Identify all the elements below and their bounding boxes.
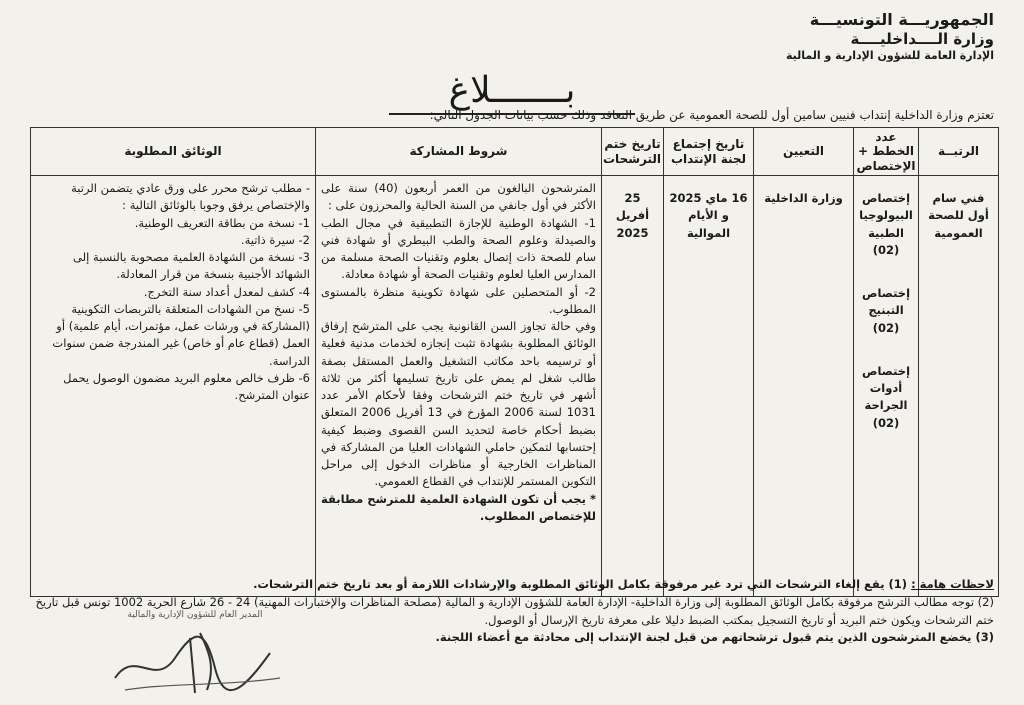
- signature-icon: [95, 608, 295, 698]
- header-meet: تاريخ إجتماع لجنة الإنتداب: [664, 128, 754, 176]
- table-header-row: [31, 128, 999, 176]
- document-item: 2- سيرة ذاتية.: [240, 232, 310, 247]
- specialty-item: إختصاص البيولوجيا الطبية (02): [859, 191, 913, 257]
- document-item: 1- نسخة من بطاقة التعريف الوطنية.: [134, 215, 310, 230]
- document-item: 3- نسخة من الشهادة العلمية مصحوبة بالنسبة إلى الشهائد الأجنبية بنسخة من قرار المعادلة.: [73, 250, 310, 282]
- cell-rank: فني سام أول للصحة العمومية: [919, 176, 999, 597]
- condition-paragraph: 1- الشهادة الوطنية للإجازة التطبيقية في مجال الطب والصيدلة وعلوم الصحة والطب البيطري أو شهادة فني سام للصحة ذات إتصال بعلوم وتقنيات الصحة مسلمة من المدارس العليا لعلوم وتقنيات الصحة أو شهادة معادلة.: [321, 215, 596, 282]
- directorate-name: الإدارة العامة للشؤون الإدارية و المالية: [785, 48, 994, 62]
- cell-close-date: 25 أفريل 2025: [602, 176, 664, 597]
- signature-stamp: [95, 608, 295, 698]
- stamp-text: المدير العام للشؤون الإدارية والمالية: [127, 610, 263, 620]
- cell-conditions: [316, 176, 602, 597]
- header-docs: الوثائق المطلوبة: [31, 128, 316, 176]
- cell-specialties: [854, 176, 919, 597]
- note-2a: (2) توجه مطالب الترشح مرفوقة بكامل الوثائق المطلوبة إلى وزارة الداخلية- الإدارة العامة للشؤون الإدارية و المالية (مصلحة المناظرات والإختبارات المهنية) 24 - 26 شارع الحرية 1002 تونس قبل تاريخ: [35, 594, 994, 609]
- header-spec: عدد الخطط + الإختصاص: [854, 128, 919, 176]
- note-3: (3) يخضع المترشحون الذين يتم قبول ترشحاتهم من قبل لجنة الإنتداب إلى محادثة مع أعضاء اللجنة.: [435, 630, 994, 645]
- document-item: 4- كشف لمعدل أعداد سنة التخرج.: [143, 284, 310, 299]
- specialty-item: إختصاص التبنيج (02): [861, 286, 911, 335]
- ministry-name: وزارة الــــداخليــــة: [850, 30, 994, 48]
- condition-paragraph: 2- أو المتحصلين على شهادة تكوينية منظرة بالمستوى المطلوب.: [321, 284, 596, 316]
- specialty-item: إختصاص أدوات الجراحة (02): [861, 363, 911, 430]
- republic-name: الجمهوريـــة التونسيـــة: [809, 10, 994, 29]
- note-2b: ختم الترشحات ويكون ختم البريد أو تاريخ التسجيل بمكتب الضبط دليلا على معرفة تاريخ الإرسال أو الوصول.: [484, 612, 994, 627]
- document-item: 6- ظرف خالص معلوم البريد مضمون الوصول يحمل عنوان المترشح.: [63, 370, 310, 403]
- cell-meet-date: 16 ماي 2025 و الأيام الموالية: [664, 176, 754, 597]
- intro-text: تعتزم وزارة الداخلية إنتداب فنيين سامين أول للصحة العمومية عن طريق التعاقد وذلك حسب بيانات الجدول التالي:: [429, 108, 994, 122]
- document-item: - مطلب ترشح محرر على ورق عادي يتضمن الرتبة والإختصاص يرفق وجوبا بالوثائق التالية :: [71, 181, 310, 213]
- document-item: 5- نسخ من الشهادات المتعلقة بالتربصات التكوينية (المشاركة في ورشات عمل، مؤتمرات، أيام علمية) أو العمل (قطاع عام أو خاص) غير المندرجة ضمن سنوات الدراسة.: [52, 301, 310, 368]
- condition-note: * يجب أن تكون الشهادة العلمية للمترشح مطابقة للإختصاص المطلوب.: [321, 491, 596, 523]
- document-title: بـــــــلاغ: [389, 70, 636, 115]
- cell-assign: وزارة الداخلية: [754, 176, 854, 597]
- header-conditions: شروط المشاركة: [316, 128, 602, 176]
- condition-paragraph: المترشحون البالغون من العمر أربعون (40) سنة على الأكثر في أول جانفي من السنة الحالية والمحرزون على :: [321, 181, 596, 213]
- header-assign: التعيين: [754, 128, 854, 176]
- notes-label: لاحظات هامة :: [911, 577, 994, 591]
- condition-paragraph: وفي حالة تجاوز السن القانونية يجب على المترشح إرفاق الوثائق المطلوبة بشهادة تثبت إنجازه لخدمات مدنية فعلية أو ترسيمه باحد مكاتب التشغيل والعمل المستقل بصفة طالب شغل لم يمض على تاريخ تسليمها أكثر من ثلاثة أشهر في تاريخ ختم الترشحات وفقا لأحكام الأمر عدد 1031 لسنة 2006 المؤرخ في 13 أفريل 2006 المتعلق بضبط أحكام خاصة لتحديد السن القصوى وضبط كيفية إحتسابها لتمكين حاملي الشهادات العليا من المشاركة في المناظرات الخارجية أو مناظرات الدخول إلى مراحل التكوين المستمر للإنتداب في القطاع العمومي.: [321, 319, 596, 489]
- header-rank: الرتبــة: [919, 128, 999, 176]
- note-1: [30, 576, 994, 594]
- letterhead: [786, 10, 994, 63]
- header-close: تاريخ ختم الترشحات: [602, 128, 664, 176]
- note-1-text: (1) يقع إلغاء الترشحات التي ترد غير مرفوقة بكامل الوثائق المطلوبة والإرشادات اللازمة أو بعد تاريخ ختم الترشحات.: [253, 577, 908, 591]
- table-row: [31, 176, 999, 597]
- recruitment-table: [30, 127, 999, 597]
- cell-documents: [31, 176, 316, 597]
